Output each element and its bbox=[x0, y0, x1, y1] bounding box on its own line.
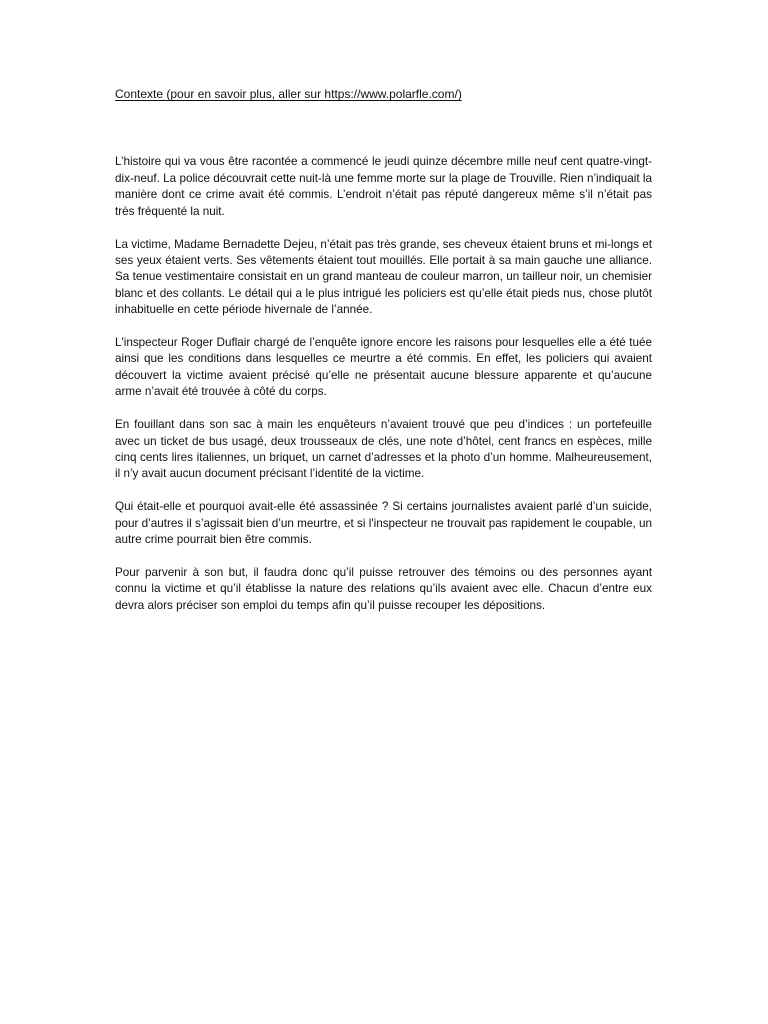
paragraph-4: En fouillant dans son sac à main les enquêteurs n’avaient trouvé que peu d’indices : un portefeuille avec un ticket de bus usagé, deux trousseaux de clés, une note d’hôtel, cent francs en espèces, mille cinq cents lires italiennes, un briquet, un carnet d’adresses et la photo d’un homme. Malheureusement, il n’y avait aucun document précisant l’identité de la victime. bbox=[115, 418, 652, 481]
paragraph-5: Qui était-elle et pourquoi avait-elle été assassinée ? Si certains journalistes avaient parlé d’un suicide, pour d’autres il s’agissait bien d’un meurtre, et si l'inspecteur ne trouvait pas rapidement le coupable, un autre crime pourrait bien être commis. bbox=[115, 500, 652, 547]
document-page bbox=[115, 86, 652, 631]
paragraph-2: La victime, Madame Bernadette Dejeu, n’était pas très grande, ses cheveux étaient bruns et mi-longs et ses yeux étaient verts. Ses vêtements étaient tout mouillés. Elle portait à sa main gauche une alliance. Sa tenue vestimentaire consistait en un grand manteau de couleur marron, un tailleur noir, un chemisier blanc et des collants. Le détail qui a le plus intrigué les policiers est qu’elle était pieds nus, chose plutôt inhabituelle en cette période hivernale de l’année. bbox=[115, 237, 652, 317]
context-heading: Contexte (pour en savoir plus, aller sur https://www.polarfle.com/) bbox=[115, 87, 462, 101]
paragraph-3: L'inspecteur Roger Duflair chargé de l’enquête ignore encore les raisons pour lesquelles elle a été tuée ainsi que les conditions dans lesquelles ce meurtre a été commis. En effet, les policiers qui avaient découvert la victime avaient précisé qu’elle ne présentait aucune blessure apparente et qu’aucune arme n’avait été trouvée à côté du corps. bbox=[115, 336, 652, 399]
paragraph-1: L’histoire qui va vous être racontée a commencé le jeudi quinze décembre mille neuf cent quatre-vingt-dix-neuf. La police découvrait cette nuit-là une femme morte sur la plage de Trouville. Rien n’indiquait la manière dont ce crime avait été commis. L’endroit n’était pas réputé dangereux même s’il n’était pas très fréquenté la nuit. bbox=[115, 155, 652, 218]
paragraph-6: Pour parvenir à son but, il faudra donc qu’il puisse retrouver des témoins ou des personnes ayant connu la victime et qu’il établisse la nature des relations qu’ils avaient avec elle. Chacun d’entre eux devra alors préciser son emploi du temps afin qu’il puisse recouper les dépositions. bbox=[115, 566, 652, 612]
